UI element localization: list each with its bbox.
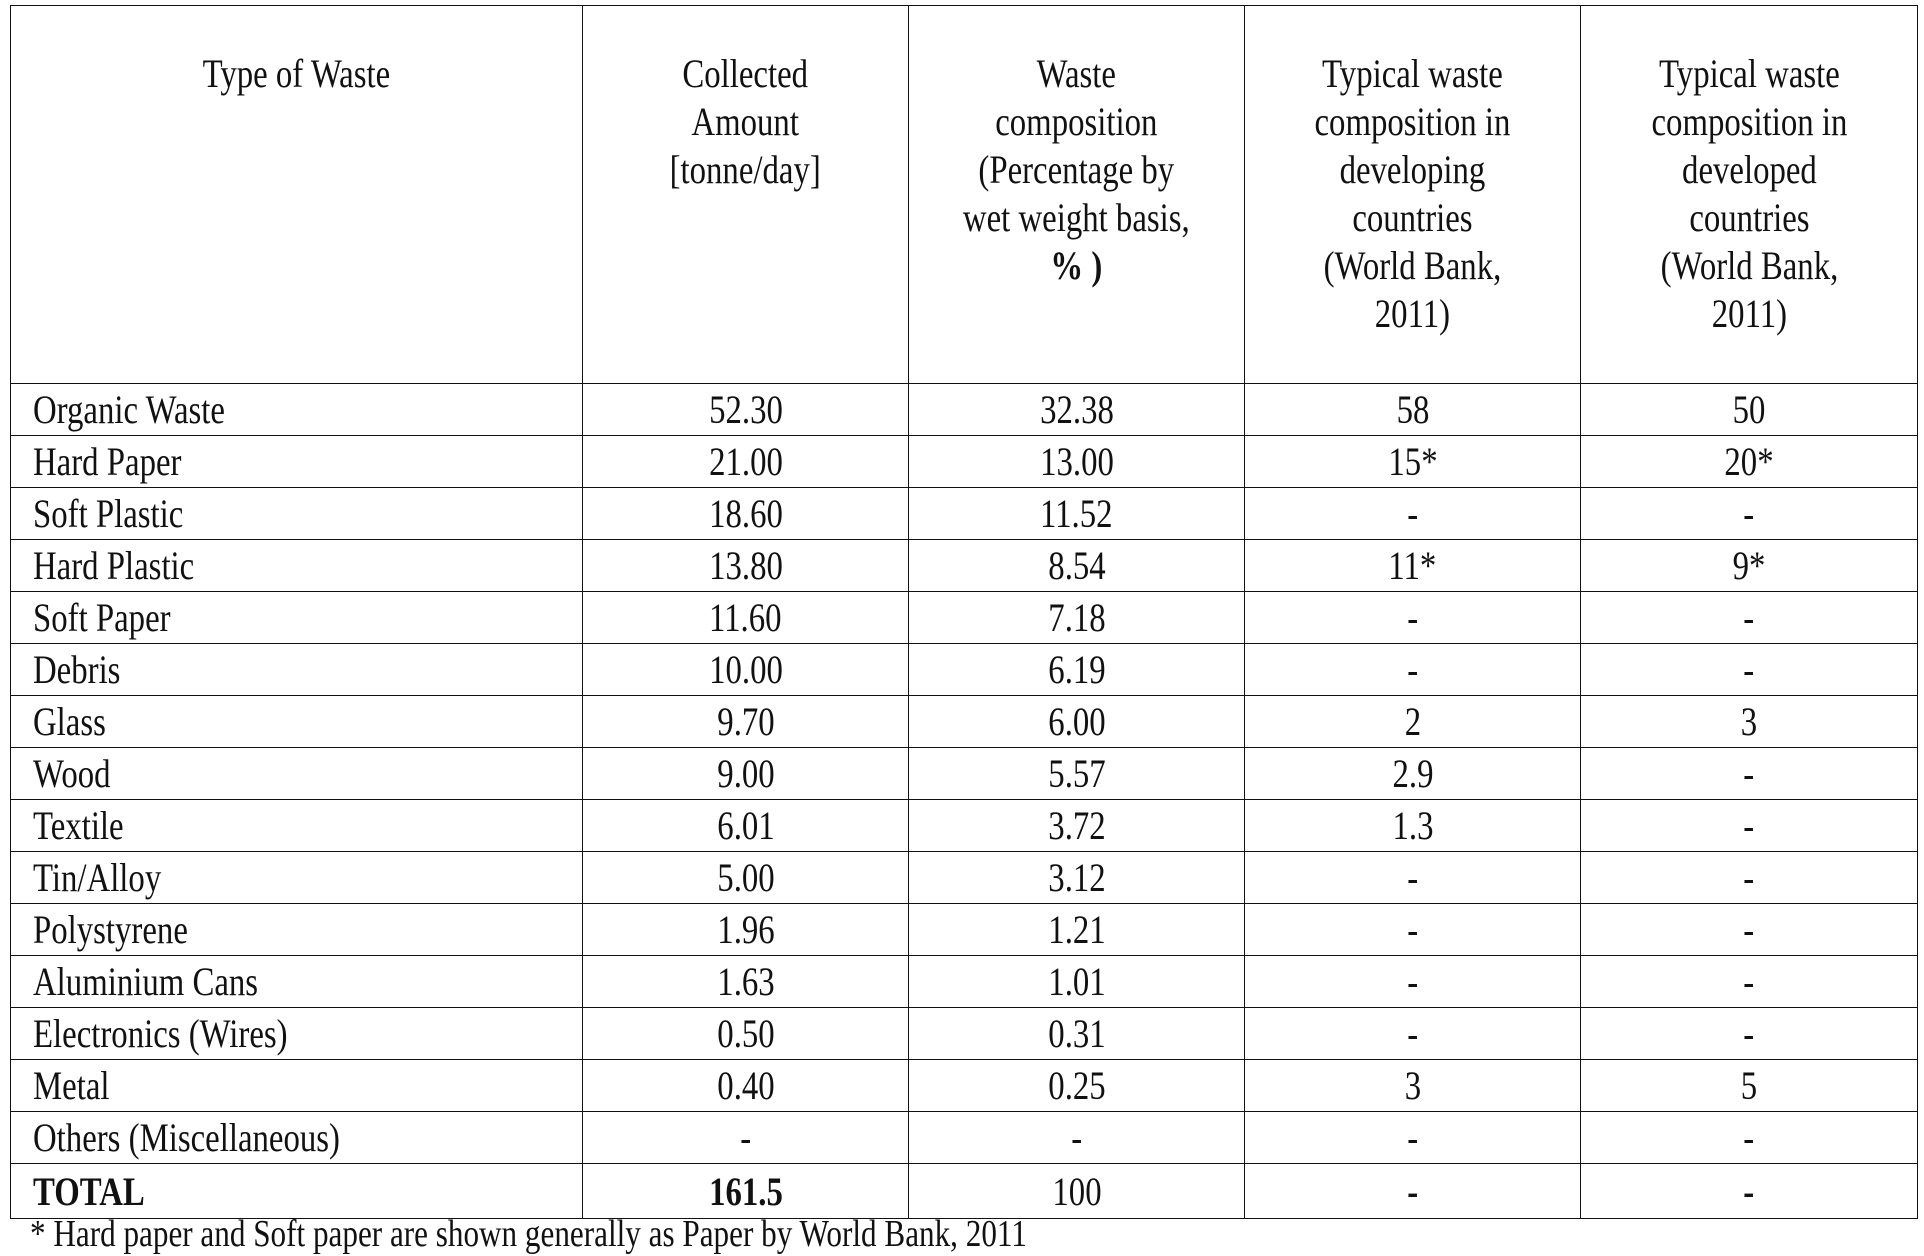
- collected-amount-cell: -: [583, 1112, 909, 1164]
- composition-cell: -: [909, 1112, 1245, 1164]
- composition-cell: 13.00: [909, 436, 1245, 488]
- waste-type-cell: Textile: [11, 800, 583, 852]
- developed-countries-cell: 3: [1581, 696, 1918, 748]
- collected-amount-cell: 6.01: [583, 800, 909, 852]
- developed-countries-cell: 5: [1581, 1060, 1918, 1112]
- composition-cell: 6.00: [909, 696, 1245, 748]
- collected-amount-cell: 0.40: [583, 1060, 909, 1112]
- header-line: 2011): [1374, 291, 1451, 336]
- developing-countries-cell: -: [1245, 488, 1581, 540]
- header-line: wet weight basis,: [963, 195, 1190, 240]
- developing-countries-cell: 2: [1245, 696, 1581, 748]
- composition-cell: 1.01: [909, 956, 1245, 1008]
- table-row: [11, 1112, 1918, 1164]
- composition-cell: 5.57: [909, 748, 1245, 800]
- header-line: countries: [1688, 195, 1810, 240]
- waste-type-cell: Polystyrene: [11, 904, 583, 956]
- table-row: [11, 592, 1918, 644]
- waste-type-cell: Hard Plastic: [11, 540, 583, 592]
- table-row: [11, 748, 1918, 800]
- developing-countries-cell: -: [1245, 852, 1581, 904]
- collected-amount-cell: 5.00: [583, 852, 909, 904]
- developed-countries-cell: -: [1581, 748, 1918, 800]
- developing-countries-cell: -: [1245, 1008, 1581, 1060]
- composition-cell: 32.38: [909, 384, 1245, 436]
- header-line: Typical waste: [1658, 51, 1840, 96]
- developing-countries-cell: 15*: [1245, 436, 1581, 488]
- header-line: Typical waste: [1322, 51, 1503, 96]
- table-row: [11, 696, 1918, 748]
- developed-countries-cell: -: [1581, 1008, 1918, 1060]
- composition-cell: 6.19: [909, 644, 1245, 696]
- waste-composition-table: [10, 5, 1918, 1219]
- developed-countries-cell: 9*: [1581, 540, 1918, 592]
- collected-amount-cell: 52.30: [583, 384, 909, 436]
- table-row: [11, 800, 1918, 852]
- header-line: Type of Waste: [202, 51, 391, 96]
- collected-amount-cell: 0.50: [583, 1008, 909, 1060]
- collected-amount-cell: 10.00: [583, 644, 909, 696]
- collected-amount-cell: 9.70: [583, 696, 909, 748]
- total-collected: 161.5: [583, 1164, 909, 1219]
- table-row: [11, 1060, 1918, 1112]
- collected-amount-cell: 13.80: [583, 540, 909, 592]
- developed-countries-cell: -: [1581, 488, 1918, 540]
- waste-type-cell: Soft Plastic: [11, 488, 583, 540]
- waste-type-cell: Others (Miscellaneous): [11, 1112, 583, 1164]
- developed-countries-cell: -: [1581, 904, 1918, 956]
- table-row: [11, 904, 1918, 956]
- header-developed-countries: [1581, 6, 1918, 384]
- table-total-row: [11, 1164, 1918, 1219]
- header-line: (World Bank,: [1660, 243, 1838, 288]
- table-row: [11, 1008, 1918, 1060]
- header-line: [tonne/day]: [669, 147, 822, 192]
- total-label: TOTAL: [11, 1164, 583, 1219]
- composition-cell: 3.72: [909, 800, 1245, 852]
- header-line: developed: [1681, 147, 1817, 192]
- developing-countries-cell: -: [1245, 592, 1581, 644]
- developed-countries-cell: -: [1581, 644, 1918, 696]
- header-waste-composition: [909, 6, 1245, 384]
- collected-amount-cell: 18.60: [583, 488, 909, 540]
- table-row: [11, 644, 1918, 696]
- waste-type-cell: Wood: [11, 748, 583, 800]
- collected-amount-cell: 11.60: [583, 592, 909, 644]
- header-line: (World Bank,: [1323, 243, 1502, 288]
- header-line: 2011): [1711, 291, 1787, 336]
- waste-type-cell: Organic Waste: [11, 384, 583, 436]
- developing-countries-cell: -: [1245, 644, 1581, 696]
- table-row: [11, 436, 1918, 488]
- collected-amount-cell: 1.63: [583, 956, 909, 1008]
- waste-type-cell: Tin/Alloy: [11, 852, 583, 904]
- total-developing: -: [1245, 1164, 1581, 1219]
- table-row: [11, 956, 1918, 1008]
- developed-countries-cell: -: [1581, 852, 1918, 904]
- developing-countries-cell: 11*: [1245, 540, 1581, 592]
- waste-type-cell: Electronics (Wires): [11, 1008, 583, 1060]
- developing-countries-cell: -: [1245, 956, 1581, 1008]
- header-line: composition in: [1651, 99, 1847, 144]
- composition-cell: 3.12: [909, 852, 1245, 904]
- developed-countries-cell: -: [1581, 1112, 1918, 1164]
- composition-cell: 11.52: [909, 488, 1245, 540]
- total-composition: 100: [909, 1164, 1245, 1219]
- composition-cell: 8.54: [909, 540, 1245, 592]
- developed-countries-cell: -: [1581, 956, 1918, 1008]
- developed-countries-cell: 50: [1581, 384, 1918, 436]
- header-developing-countries: [1245, 6, 1581, 384]
- header-line: Collected: [682, 51, 809, 96]
- composition-cell: 1.21: [909, 904, 1245, 956]
- waste-type-cell: Aluminium Cans: [11, 956, 583, 1008]
- waste-type-cell: Hard Paper: [11, 436, 583, 488]
- header-line: Waste: [1036, 51, 1117, 96]
- header-line: developing: [1339, 147, 1486, 192]
- header-collected-amount: [583, 6, 909, 384]
- collected-amount-cell: 9.00: [583, 748, 909, 800]
- table-header-row: [11, 6, 1918, 384]
- developed-countries-cell: 20*: [1581, 436, 1918, 488]
- header-line: composition: [995, 99, 1158, 144]
- composition-cell: 7.18: [909, 592, 1245, 644]
- developed-countries-cell: -: [1581, 592, 1918, 644]
- footnote: * Hard paper and Soft paper are shown generally as Paper by World Bank, 2011: [30, 1213, 1027, 1255]
- table-row: [11, 540, 1918, 592]
- table-row: [11, 488, 1918, 540]
- table-row: [11, 384, 1918, 436]
- header-line: composition in: [1314, 99, 1511, 144]
- header-line: Amount: [691, 99, 800, 144]
- developing-countries-cell: 2.9: [1245, 748, 1581, 800]
- developing-countries-cell: 58: [1245, 384, 1581, 436]
- header-type-of-waste: [11, 6, 583, 384]
- header-line-percent: % ): [1050, 243, 1103, 288]
- developing-countries-cell: 1.3: [1245, 800, 1581, 852]
- waste-type-cell: Metal: [11, 1060, 583, 1112]
- header-line: countries: [1352, 195, 1473, 240]
- waste-type-cell: Glass: [11, 696, 583, 748]
- developing-countries-cell: -: [1245, 904, 1581, 956]
- composition-cell: 0.31: [909, 1008, 1245, 1060]
- table-row: [11, 852, 1918, 904]
- composition-cell: 0.25: [909, 1060, 1245, 1112]
- waste-type-cell: Debris: [11, 644, 583, 696]
- developed-countries-cell: -: [1581, 800, 1918, 852]
- header-line: (Percentage by: [978, 147, 1175, 192]
- waste-type-cell: Soft Paper: [11, 592, 583, 644]
- collected-amount-cell: 1.96: [583, 904, 909, 956]
- developing-countries-cell: 3: [1245, 1060, 1581, 1112]
- table-body: [11, 384, 1918, 1164]
- collected-amount-cell: 21.00: [583, 436, 909, 488]
- total-developed: -: [1581, 1164, 1918, 1219]
- developing-countries-cell: -: [1245, 1112, 1581, 1164]
